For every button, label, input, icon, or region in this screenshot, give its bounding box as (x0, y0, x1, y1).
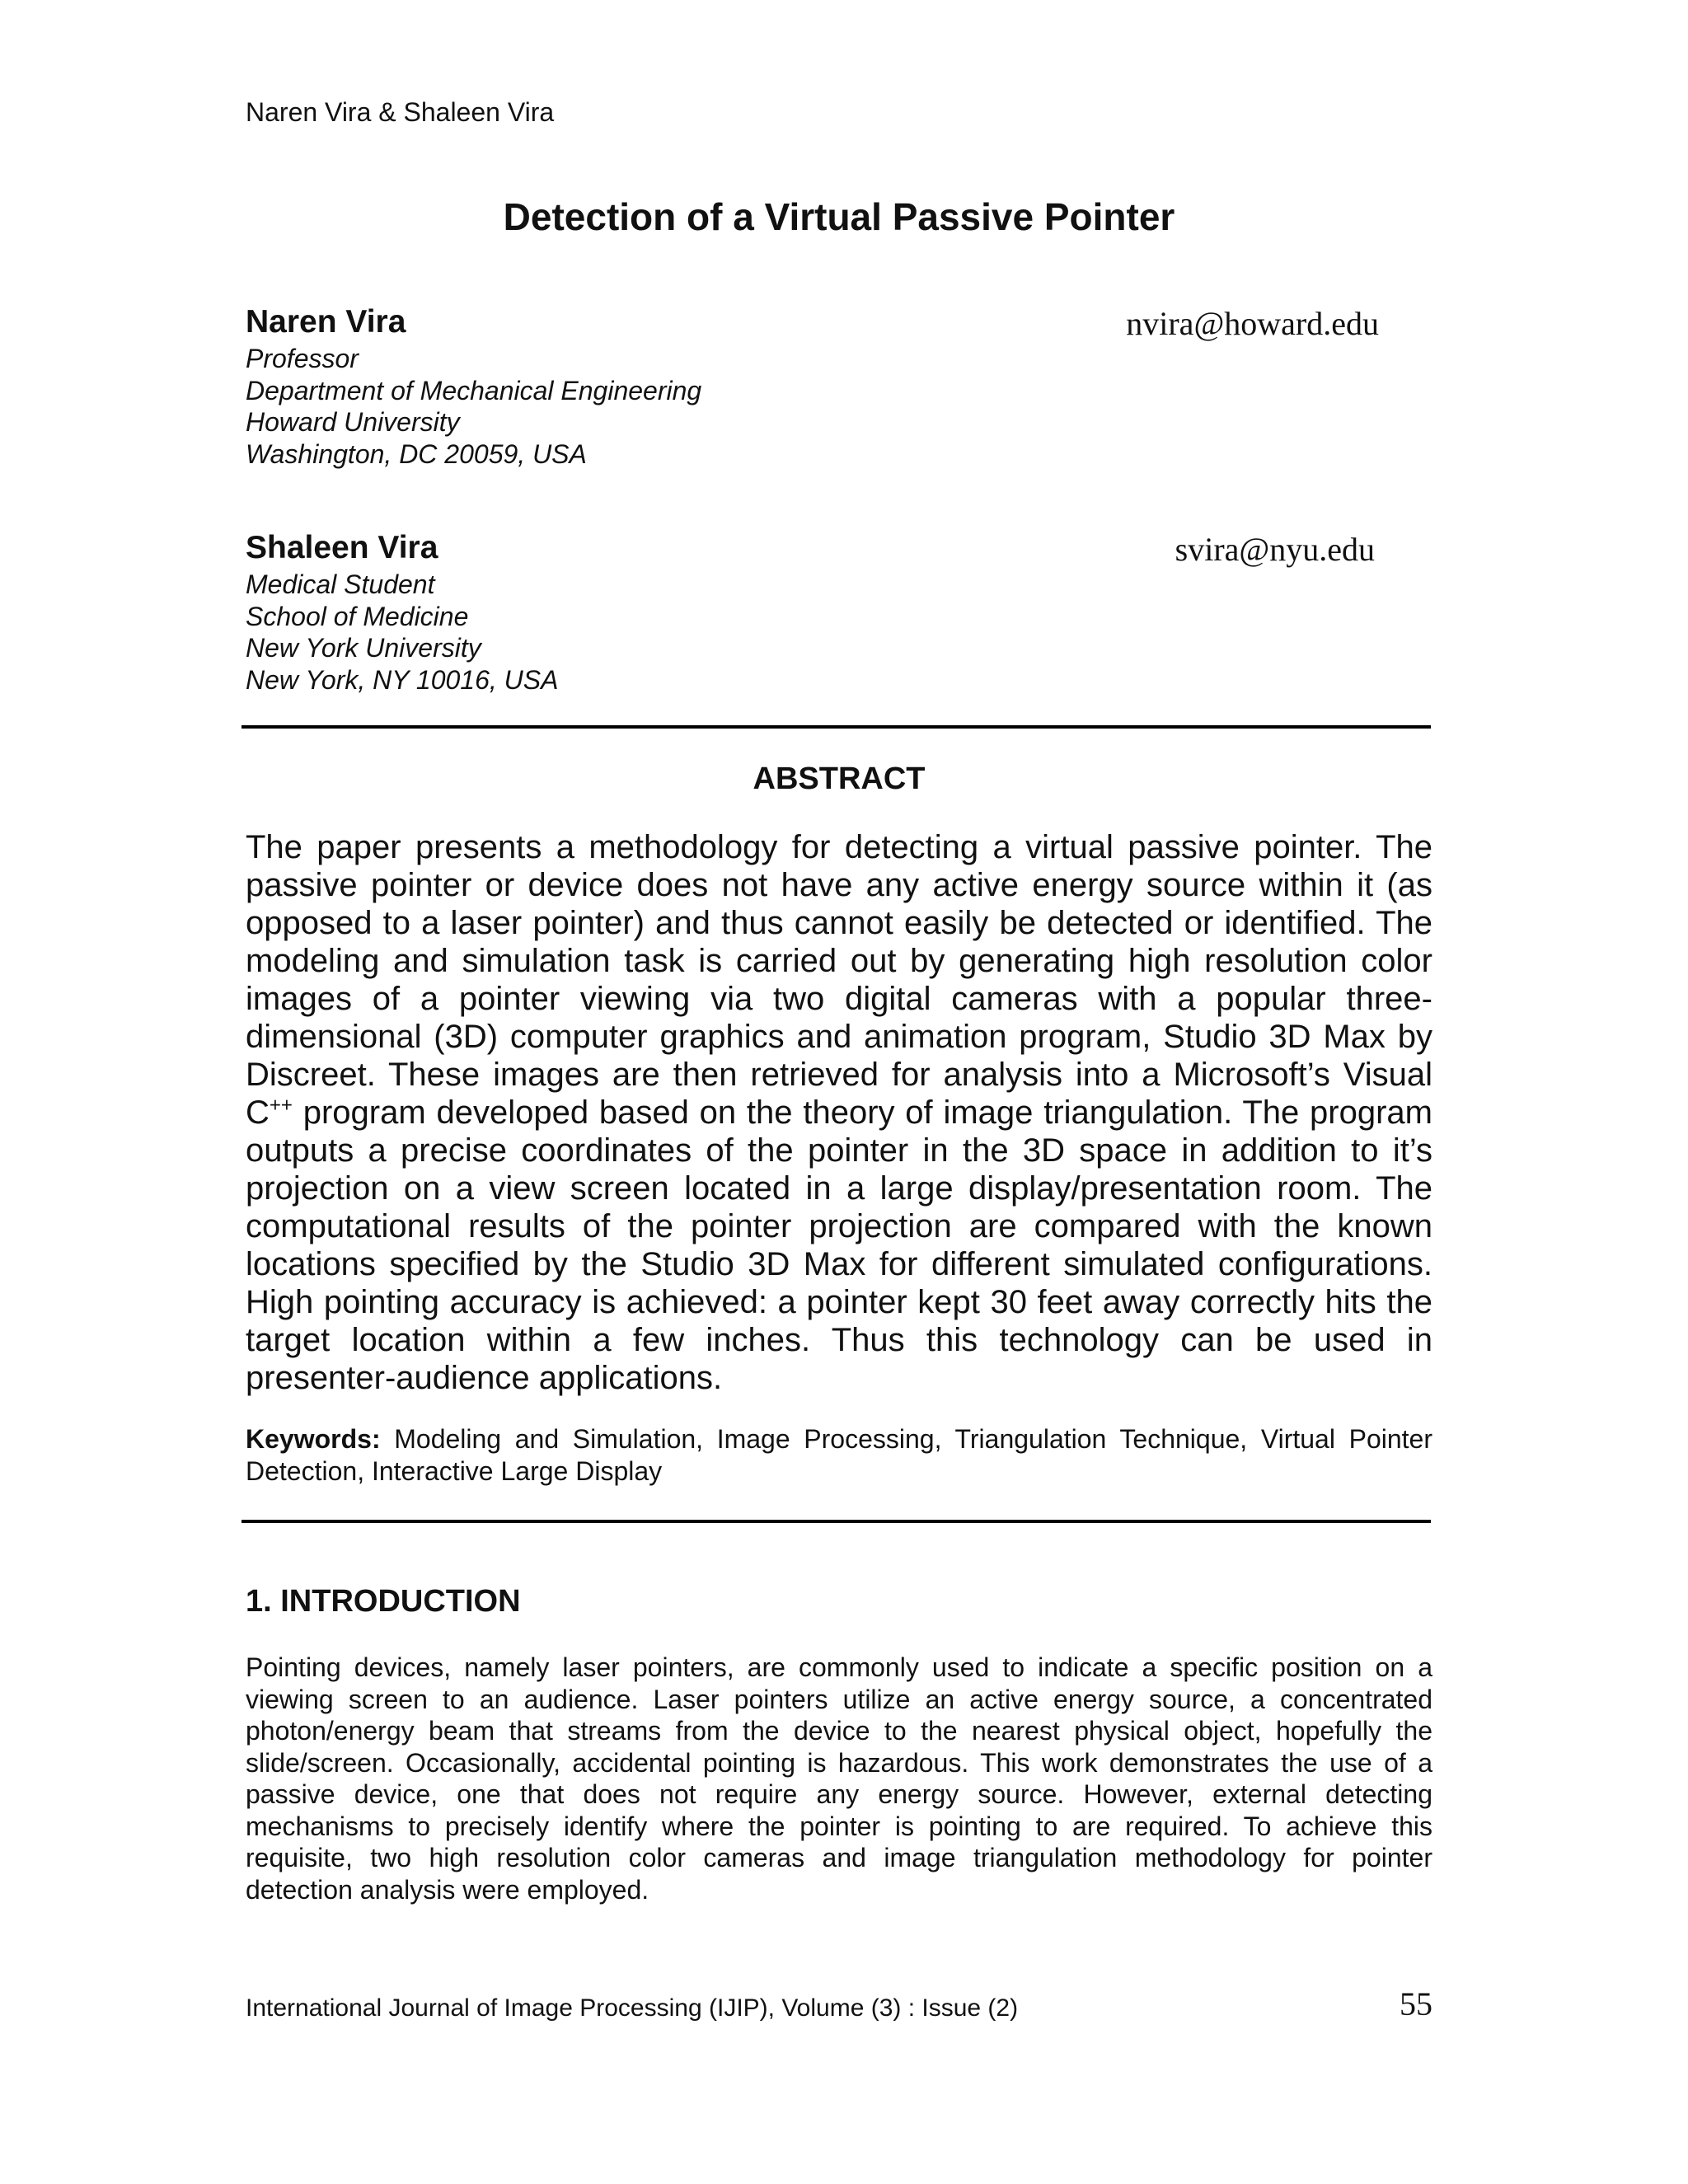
footer-journal: International Journal of Image Processing (IJIP), Volume (3) : Issue (2) (246, 1994, 1019, 2022)
horizontal-rule-bottom (241, 1520, 1431, 1523)
author-affiliation-line: Howard University (246, 407, 460, 437)
author-affiliation-line: Medical Student (246, 569, 435, 599)
section-body: Pointing devices, namely laser pointers, are commonly used to indicate a specific position on a viewing screen to an audience. Laser pointers utilize an active energy source, a concentrated photon/energy beam that streams from the device to the nearest physical object, hopefully the slide/screen. Occasionally, accidental pointing is hazardous. This work demonstrates the use of a passive device, one that does not require any energy source. However, external detecting mechanisms to precisely identify where the pointer is pointing to are required. To achieve this requisite, two high resolution color cameras and image triangulation methodology for pointer detection analysis were employed. (246, 1652, 1432, 1905)
author-affiliation-line: School of Medicine (246, 601, 469, 631)
author-name: Shaleen Vira (246, 530, 438, 565)
author-name: Naren Vira (246, 304, 406, 340)
running-head: Naren Vira & Shaleen Vira (246, 97, 555, 127)
keywords-label: Keywords: (246, 1424, 381, 1454)
abstract-text-part-2: program developed based on the theory of image triangulation. The program outputs a precise coordinates of the pointer in the 3D space in addition to it’s projection on a view screen located in a large display/presentation room. The computational results of the pointer projection are compared with the known locations specified by the Studio 3D Max for different simulated configurations. High pointing accuracy is achieved: a pointer kept 30 feet away correctly hits the target location within a few inches. Thus this technology can be used in presenter-audience applications. (246, 1094, 1432, 1396)
author-affiliation-line: Washington, DC 20059, USA (246, 438, 587, 469)
abstract-heading: ABSTRACT (753, 762, 926, 796)
horizontal-rule-top (241, 725, 1431, 729)
page-number: 55 (1400, 1985, 1432, 2022)
author-affiliation-line: New York University (246, 633, 481, 663)
keywords-text: Modeling and Simulation, Image Processing, Triangulation Technique, Virtual Pointer Detection, Interactive Large Display (246, 1424, 1432, 1486)
author-block-2 (246, 527, 1432, 696)
author-email: svira@nyu.edu (1175, 531, 1375, 568)
author-block-1 (246, 302, 1432, 470)
author-affiliation-line: Professor (246, 344, 359, 373)
author-affiliation-line: Department of Mechanical Engineering (246, 375, 702, 405)
abstract-superscript: ++ (269, 1094, 293, 1117)
author-affiliation-line: New York, NY 10016, USA (246, 664, 559, 695)
abstract-text-part-1: The paper presents a methodology for detecting a virtual passive pointer. The passive pointer or device does not have any active energy source within it (as opposed to a laser pointer) and thus cannot easily be detected or identified. The modeling and simulation task is carried out by generating high resolution color images of a pointer viewing via two digital cameras with a popular three-dimensional (3D) computer graphics and animation program, Studio 3D Max by Discreet. These images are then retrieved for analysis into a Microsoft’s Visual C (246, 829, 1432, 1131)
keywords (246, 1423, 1432, 1488)
author-email: nvira@howard.edu (1126, 305, 1379, 342)
paper-title: Detection of a Virtual Passive Pointer (503, 195, 1175, 238)
abstract-body (246, 828, 1432, 1397)
section-heading: 1. INTRODUCTION (246, 1584, 521, 1619)
